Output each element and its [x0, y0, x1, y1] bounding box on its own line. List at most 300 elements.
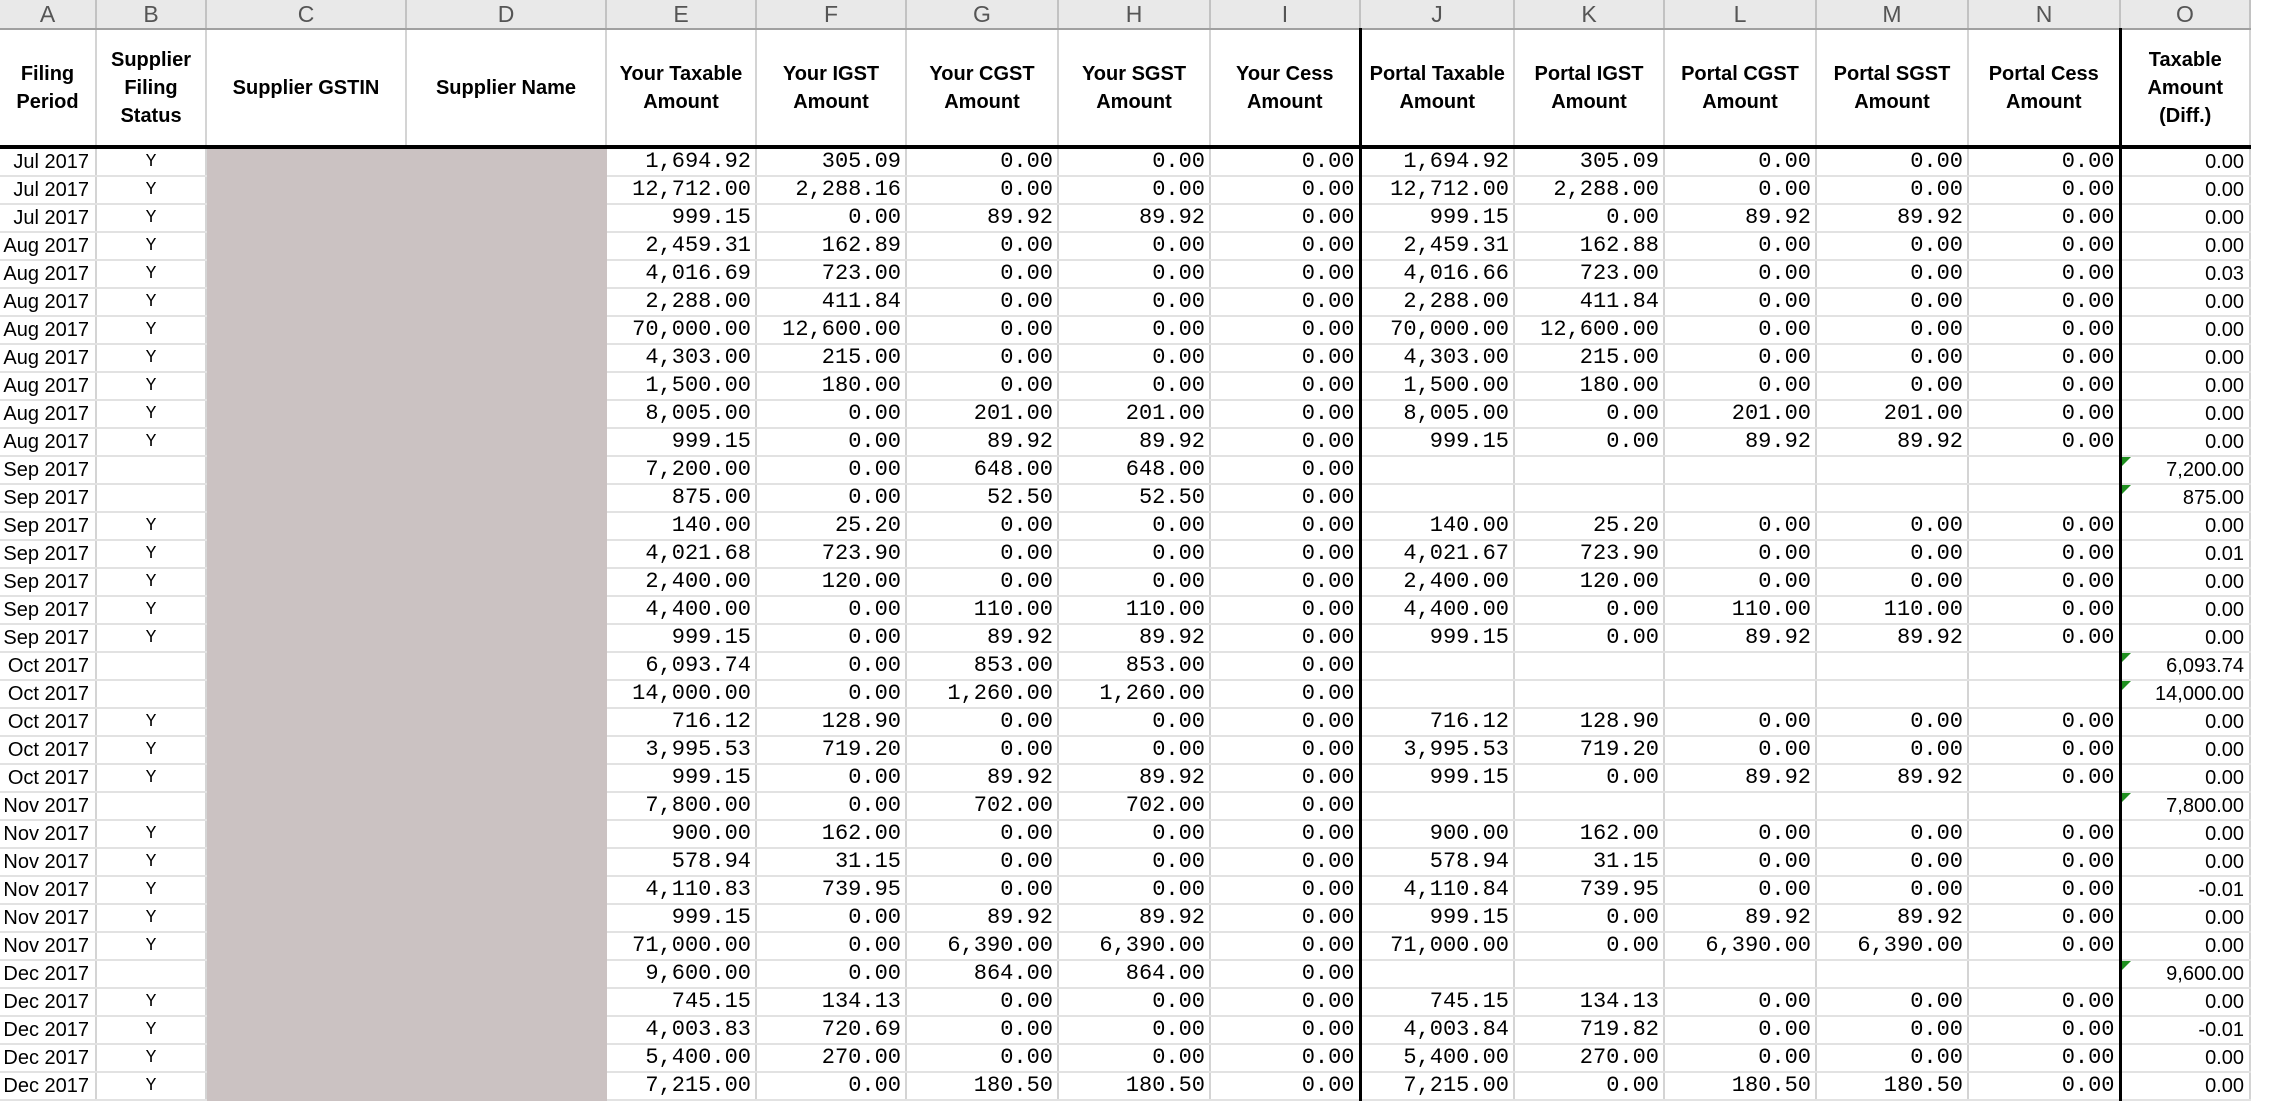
cell-portal-taxable-amount[interactable]: [1360, 764, 1514, 792]
cell-supplier-filing-status[interactable]: [96, 708, 206, 736]
cell-portal-taxable-amount[interactable]: [1360, 876, 1514, 904]
cell-your-igst-amount[interactable]: [756, 232, 906, 260]
cell-filing-period[interactable]: [0, 1044, 96, 1072]
cell-your-sgst-amount[interactable]: [1058, 988, 1210, 1016]
cell-supplier-name-redacted[interactable]: [406, 764, 606, 792]
cell-taxable-amount-diff[interactable]: [2120, 344, 2250, 372]
cell-portal-igst-amount[interactable]: [1514, 344, 1664, 372]
cell-portal-taxable-amount[interactable]: [1360, 652, 1514, 680]
cell-your-igst-amount[interactable]: [756, 624, 906, 652]
cell-your-cgst-amount[interactable]: [906, 820, 1058, 848]
cell-taxable-amount-diff[interactable]: [2120, 596, 2250, 624]
cell-your-cess-amount[interactable]: [1210, 708, 1360, 736]
cell-supplier-gstin-redacted[interactable]: [206, 512, 406, 540]
cell-your-igst-amount[interactable]: [756, 540, 906, 568]
cell-supplier-gstin-redacted[interactable]: [206, 1044, 406, 1072]
cell-portal-cgst-amount[interactable]: [1664, 1072, 1816, 1100]
cell-portal-igst-amount[interactable]: [1514, 512, 1664, 540]
cell-your-cgst-amount[interactable]: [906, 652, 1058, 680]
cell-your-cess-amount[interactable]: [1210, 932, 1360, 960]
error-indicator-icon[interactable]: [2122, 485, 2131, 494]
cell-portal-taxable-amount[interactable]: [1360, 400, 1514, 428]
cell-your-sgst-amount[interactable]: [1058, 428, 1210, 456]
cell-your-taxable-amount[interactable]: [606, 596, 756, 624]
cell-portal-cess-amount[interactable]: [1968, 512, 2120, 540]
cell-supplier-filing-status[interactable]: [96, 820, 206, 848]
cell-your-cess-amount[interactable]: [1210, 876, 1360, 904]
cell-supplier-gstin-redacted[interactable]: [206, 232, 406, 260]
cell-supplier-name-redacted[interactable]: [406, 736, 606, 764]
cell-filing-period[interactable]: [0, 372, 96, 400]
cell-portal-cess-amount[interactable]: [1968, 736, 2120, 764]
cell-portal-sgst-amount[interactable]: [1816, 820, 1968, 848]
cell-supplier-gstin-redacted[interactable]: [206, 960, 406, 988]
cell-your-cgst-amount[interactable]: [906, 147, 1058, 176]
cell-your-cess-amount[interactable]: [1210, 1044, 1360, 1072]
cell-supplier-name-redacted[interactable]: [406, 540, 606, 568]
header-your-taxable-amount[interactable]: Your Taxable Amount: [606, 29, 756, 147]
cell-supplier-filing-status[interactable]: [96, 932, 206, 960]
cell-supplier-gstin-redacted[interactable]: [206, 400, 406, 428]
cell-supplier-name-redacted[interactable]: [406, 624, 606, 652]
cell-portal-taxable-amount[interactable]: [1360, 736, 1514, 764]
cell-your-igst-amount[interactable]: [756, 680, 906, 708]
cell-your-cess-amount[interactable]: [1210, 456, 1360, 484]
cell-portal-cgst-amount[interactable]: [1664, 204, 1816, 232]
cell-taxable-amount-diff[interactable]: [2120, 204, 2250, 232]
cell-portal-cgst-amount[interactable]: [1664, 764, 1816, 792]
error-indicator-icon[interactable]: [2122, 681, 2131, 690]
cell-your-sgst-amount[interactable]: [1058, 456, 1210, 484]
cell-your-cgst-amount[interactable]: [906, 540, 1058, 568]
cell-supplier-gstin-redacted[interactable]: [206, 708, 406, 736]
cell-taxable-amount-diff[interactable]: [2120, 1072, 2250, 1100]
cell-your-cgst-amount[interactable]: [906, 176, 1058, 204]
cell-supplier-name-redacted[interactable]: [406, 344, 606, 372]
cell-your-cess-amount[interactable]: [1210, 484, 1360, 512]
cell-filing-period[interactable]: [0, 596, 96, 624]
cell-supplier-name-redacted[interactable]: [406, 652, 606, 680]
cell-your-cess-amount[interactable]: [1210, 680, 1360, 708]
cell-your-cgst-amount[interactable]: [906, 428, 1058, 456]
error-indicator-icon[interactable]: [2122, 457, 2131, 466]
cell-filing-period[interactable]: [0, 820, 96, 848]
column-header-e[interactable]: E: [606, 0, 756, 29]
cell-portal-cgst-amount[interactable]: [1664, 792, 1816, 820]
cell-supplier-name-redacted[interactable]: [406, 876, 606, 904]
cell-your-taxable-amount[interactable]: [606, 904, 756, 932]
header-your-cgst-amount[interactable]: Your CGST Amount: [906, 29, 1058, 147]
cell-supplier-gstin-redacted[interactable]: [206, 932, 406, 960]
cell-taxable-amount-diff[interactable]: [2120, 904, 2250, 932]
cell-portal-igst-amount[interactable]: [1514, 736, 1664, 764]
cell-supplier-filing-status[interactable]: [96, 848, 206, 876]
cell-portal-cess-amount[interactable]: [1968, 708, 2120, 736]
cell-your-igst-amount[interactable]: [756, 456, 906, 484]
cell-your-cgst-amount[interactable]: [906, 1044, 1058, 1072]
cell-your-cess-amount[interactable]: [1210, 652, 1360, 680]
cell-portal-taxable-amount[interactable]: [1360, 988, 1514, 1016]
cell-portal-taxable-amount[interactable]: [1360, 792, 1514, 820]
cell-portal-taxable-amount[interactable]: [1360, 204, 1514, 232]
cell-your-sgst-amount[interactable]: [1058, 876, 1210, 904]
cell-taxable-amount-diff[interactable]: [2120, 624, 2250, 652]
cell-portal-cgst-amount[interactable]: [1664, 232, 1816, 260]
cell-your-taxable-amount[interactable]: [606, 624, 756, 652]
cell-your-sgst-amount[interactable]: [1058, 484, 1210, 512]
cell-portal-taxable-amount[interactable]: [1360, 344, 1514, 372]
cell-portal-cgst-amount[interactable]: [1664, 932, 1816, 960]
cell-portal-cgst-amount[interactable]: [1664, 820, 1816, 848]
cell-supplier-filing-status[interactable]: [96, 876, 206, 904]
column-header-l[interactable]: L: [1664, 0, 1816, 29]
cell-supplier-gstin-redacted[interactable]: [206, 764, 406, 792]
column-header-a[interactable]: A: [0, 0, 96, 29]
column-header-k[interactable]: K: [1514, 0, 1664, 29]
cell-your-taxable-amount[interactable]: [606, 792, 756, 820]
cell-your-igst-amount[interactable]: [756, 400, 906, 428]
cell-portal-cess-amount[interactable]: [1968, 484, 2120, 512]
cell-supplier-gstin-redacted[interactable]: [206, 1072, 406, 1100]
cell-your-taxable-amount[interactable]: [606, 288, 756, 316]
cell-supplier-gstin-redacted[interactable]: [206, 456, 406, 484]
cell-your-taxable-amount[interactable]: [606, 204, 756, 232]
cell-taxable-amount-diff[interactable]: [2120, 960, 2250, 988]
cell-portal-cess-amount[interactable]: [1968, 1016, 2120, 1044]
cell-your-cgst-amount[interactable]: [906, 848, 1058, 876]
cell-your-taxable-amount[interactable]: [606, 484, 756, 512]
cell-your-sgst-amount[interactable]: [1058, 1016, 1210, 1044]
cell-portal-taxable-amount[interactable]: [1360, 316, 1514, 344]
cell-your-sgst-amount[interactable]: [1058, 204, 1210, 232]
cell-taxable-amount-diff[interactable]: [2120, 540, 2250, 568]
cell-supplier-filing-status[interactable]: [96, 1016, 206, 1044]
column-header-j[interactable]: J: [1360, 0, 1514, 29]
cell-your-sgst-amount[interactable]: [1058, 344, 1210, 372]
cell-your-cess-amount[interactable]: [1210, 400, 1360, 428]
cell-portal-cgst-amount[interactable]: [1664, 512, 1816, 540]
cell-portal-sgst-amount[interactable]: [1816, 232, 1968, 260]
cell-your-cgst-amount[interactable]: [906, 680, 1058, 708]
error-indicator-icon[interactable]: [2122, 961, 2131, 970]
cell-portal-sgst-amount[interactable]: [1816, 260, 1968, 288]
cell-your-sgst-amount[interactable]: [1058, 512, 1210, 540]
cell-your-igst-amount[interactable]: [756, 428, 906, 456]
cell-portal-igst-amount[interactable]: [1514, 260, 1664, 288]
cell-your-cgst-amount[interactable]: [906, 624, 1058, 652]
cell-your-igst-amount[interactable]: [756, 848, 906, 876]
cell-your-cess-amount[interactable]: [1210, 1072, 1360, 1100]
cell-portal-cgst-amount[interactable]: [1664, 904, 1816, 932]
cell-your-igst-amount[interactable]: [756, 568, 906, 596]
cell-your-taxable-amount[interactable]: [606, 512, 756, 540]
cell-your-cgst-amount[interactable]: [906, 512, 1058, 540]
cell-supplier-name-redacted[interactable]: [406, 204, 606, 232]
cell-portal-cess-amount[interactable]: [1968, 288, 2120, 316]
cell-portal-cess-amount[interactable]: [1968, 792, 2120, 820]
cell-filing-period[interactable]: [0, 344, 96, 372]
cell-supplier-filing-status[interactable]: [96, 372, 206, 400]
cell-portal-cgst-amount[interactable]: [1664, 568, 1816, 596]
cell-your-cess-amount[interactable]: [1210, 904, 1360, 932]
cell-supplier-gstin-redacted[interactable]: [206, 568, 406, 596]
cell-your-cess-amount[interactable]: [1210, 204, 1360, 232]
cell-supplier-gstin-redacted[interactable]: [206, 484, 406, 512]
cell-portal-cess-amount[interactable]: [1968, 1044, 2120, 1072]
cell-supplier-name-redacted[interactable]: [406, 147, 606, 176]
cell-portal-cgst-amount[interactable]: [1664, 876, 1816, 904]
cell-your-cess-amount[interactable]: [1210, 260, 1360, 288]
cell-your-cgst-amount[interactable]: [906, 204, 1058, 232]
cell-your-cgst-amount[interactable]: [906, 764, 1058, 792]
cell-portal-sgst-amount[interactable]: [1816, 988, 1968, 1016]
cell-your-igst-amount[interactable]: [756, 344, 906, 372]
cell-portal-igst-amount[interactable]: [1514, 1072, 1664, 1100]
cell-your-sgst-amount[interactable]: [1058, 904, 1210, 932]
cell-your-cgst-amount[interactable]: [906, 708, 1058, 736]
cell-portal-cgst-amount[interactable]: [1664, 288, 1816, 316]
cell-taxable-amount-diff[interactable]: [2120, 848, 2250, 876]
cell-filing-period[interactable]: [0, 260, 96, 288]
cell-filing-period[interactable]: [0, 484, 96, 512]
cell-supplier-gstin-redacted[interactable]: [206, 876, 406, 904]
cell-filing-period[interactable]: [0, 988, 96, 1016]
cell-supplier-filing-status[interactable]: [96, 680, 206, 708]
cell-your-taxable-amount[interactable]: [606, 232, 756, 260]
cell-portal-cess-amount[interactable]: [1968, 624, 2120, 652]
cell-portal-cgst-amount[interactable]: [1664, 652, 1816, 680]
cell-your-taxable-amount[interactable]: [606, 988, 756, 1016]
header-portal-cess-amount[interactable]: Portal Cess Amount: [1968, 29, 2120, 147]
cell-portal-igst-amount[interactable]: [1514, 596, 1664, 624]
cell-supplier-name-redacted[interactable]: [406, 568, 606, 596]
cell-taxable-amount-diff[interactable]: [2120, 652, 2250, 680]
cell-supplier-gstin-redacted[interactable]: [206, 680, 406, 708]
cell-portal-cgst-amount[interactable]: [1664, 960, 1816, 988]
cell-your-taxable-amount[interactable]: [606, 568, 756, 596]
cell-portal-sgst-amount[interactable]: [1816, 596, 1968, 624]
cell-your-cgst-amount[interactable]: [906, 568, 1058, 596]
cell-your-igst-amount[interactable]: [756, 484, 906, 512]
cell-supplier-name-redacted[interactable]: [406, 484, 606, 512]
cell-filing-period[interactable]: [0, 1072, 96, 1100]
cell-filing-period[interactable]: [0, 652, 96, 680]
cell-portal-cess-amount[interactable]: [1968, 820, 2120, 848]
cell-your-cess-amount[interactable]: [1210, 176, 1360, 204]
cell-supplier-name-redacted[interactable]: [406, 232, 606, 260]
cell-filing-period[interactable]: [0, 540, 96, 568]
cell-portal-sgst-amount[interactable]: [1816, 708, 1968, 736]
cell-your-cess-amount[interactable]: [1210, 568, 1360, 596]
cell-portal-sgst-amount[interactable]: [1816, 568, 1968, 596]
cell-portal-cgst-amount[interactable]: [1664, 596, 1816, 624]
cell-your-taxable-amount[interactable]: [606, 1016, 756, 1044]
cell-portal-taxable-amount[interactable]: [1360, 176, 1514, 204]
cell-your-igst-amount[interactable]: [756, 988, 906, 1016]
cell-supplier-gstin-redacted[interactable]: [206, 260, 406, 288]
cell-portal-cess-amount[interactable]: [1968, 176, 2120, 204]
header-your-igst-amount[interactable]: Your IGST Amount: [756, 29, 906, 147]
cell-portal-cgst-amount[interactable]: [1664, 988, 1816, 1016]
cell-portal-taxable-amount[interactable]: [1360, 288, 1514, 316]
cell-your-sgst-amount[interactable]: [1058, 176, 1210, 204]
cell-portal-igst-amount[interactable]: [1514, 428, 1664, 456]
cell-portal-cgst-amount[interactable]: [1664, 1016, 1816, 1044]
cell-your-sgst-amount[interactable]: [1058, 596, 1210, 624]
cell-your-cess-amount[interactable]: [1210, 147, 1360, 176]
cell-supplier-filing-status[interactable]: [96, 400, 206, 428]
cell-supplier-name-redacted[interactable]: [406, 848, 606, 876]
error-indicator-icon[interactable]: [2122, 653, 2131, 662]
cell-portal-taxable-amount[interactable]: [1360, 848, 1514, 876]
cell-taxable-amount-diff[interactable]: [2120, 568, 2250, 596]
cell-portal-igst-amount[interactable]: [1514, 540, 1664, 568]
cell-your-taxable-amount[interactable]: [606, 652, 756, 680]
cell-filing-period[interactable]: [0, 960, 96, 988]
cell-your-cgst-amount[interactable]: [906, 372, 1058, 400]
cell-supplier-name-redacted[interactable]: [406, 372, 606, 400]
cell-your-sgst-amount[interactable]: [1058, 147, 1210, 176]
header-your-sgst-amount[interactable]: Your SGST Amount: [1058, 29, 1210, 147]
cell-your-sgst-amount[interactable]: [1058, 764, 1210, 792]
cell-your-cgst-amount[interactable]: [906, 932, 1058, 960]
column-header-d[interactable]: D: [406, 0, 606, 29]
cell-your-cess-amount[interactable]: [1210, 428, 1360, 456]
cell-portal-cess-amount[interactable]: [1968, 400, 2120, 428]
cell-your-igst-amount[interactable]: [756, 736, 906, 764]
cell-your-taxable-amount[interactable]: [606, 540, 756, 568]
cell-your-cgst-amount[interactable]: [906, 288, 1058, 316]
cell-portal-igst-amount[interactable]: [1514, 372, 1664, 400]
cell-your-cgst-amount[interactable]: [906, 736, 1058, 764]
cell-portal-taxable-amount[interactable]: [1360, 568, 1514, 596]
cell-portal-cess-amount[interactable]: [1968, 680, 2120, 708]
cell-supplier-filing-status[interactable]: [96, 960, 206, 988]
column-header-m[interactable]: M: [1816, 0, 1968, 29]
cell-your-taxable-amount[interactable]: [606, 372, 756, 400]
cell-portal-taxable-amount[interactable]: [1360, 596, 1514, 624]
cell-portal-igst-amount[interactable]: [1514, 708, 1664, 736]
cell-filing-period[interactable]: [0, 204, 96, 232]
cell-your-cgst-amount[interactable]: [906, 456, 1058, 484]
cell-portal-igst-amount[interactable]: [1514, 876, 1664, 904]
cell-your-igst-amount[interactable]: [756, 288, 906, 316]
column-header-g[interactable]: G: [906, 0, 1058, 29]
cell-your-cgst-amount[interactable]: [906, 260, 1058, 288]
cell-your-cess-amount[interactable]: [1210, 820, 1360, 848]
cell-portal-sgst-amount[interactable]: [1816, 848, 1968, 876]
cell-your-cess-amount[interactable]: [1210, 792, 1360, 820]
cell-filing-period[interactable]: [0, 876, 96, 904]
cell-supplier-gstin-redacted[interactable]: [206, 344, 406, 372]
cell-portal-cess-amount[interactable]: [1968, 456, 2120, 484]
cell-your-igst-amount[interactable]: [756, 372, 906, 400]
cell-portal-cgst-amount[interactable]: [1664, 456, 1816, 484]
column-header-h[interactable]: H: [1058, 0, 1210, 29]
cell-portal-igst-amount[interactable]: [1514, 960, 1664, 988]
cell-your-cess-amount[interactable]: [1210, 988, 1360, 1016]
cell-supplier-gstin-redacted[interactable]: [206, 428, 406, 456]
cell-your-igst-amount[interactable]: [756, 1072, 906, 1100]
cell-portal-igst-amount[interactable]: [1514, 1016, 1664, 1044]
cell-your-taxable-amount[interactable]: [606, 848, 756, 876]
cell-portal-cess-amount[interactable]: [1968, 344, 2120, 372]
cell-supplier-filing-status[interactable]: [96, 596, 206, 624]
cell-portal-cess-amount[interactable]: [1968, 1072, 2120, 1100]
cell-portal-cess-amount[interactable]: [1968, 316, 2120, 344]
cell-your-cgst-amount[interactable]: [906, 316, 1058, 344]
column-header-c[interactable]: C: [206, 0, 406, 29]
cell-supplier-gstin-redacted[interactable]: [206, 624, 406, 652]
cell-portal-sgst-amount[interactable]: [1816, 456, 1968, 484]
cell-your-cgst-amount[interactable]: [906, 792, 1058, 820]
cell-supplier-filing-status[interactable]: [96, 988, 206, 1016]
cell-portal-igst-amount[interactable]: [1514, 176, 1664, 204]
cell-portal-taxable-amount[interactable]: [1360, 512, 1514, 540]
cell-portal-igst-amount[interactable]: [1514, 988, 1664, 1016]
cell-supplier-name-redacted[interactable]: [406, 316, 606, 344]
header-portal-igst-amount[interactable]: Portal IGST Amount: [1514, 29, 1664, 147]
cell-your-igst-amount[interactable]: [756, 652, 906, 680]
cell-your-sgst-amount[interactable]: [1058, 736, 1210, 764]
cell-portal-cess-amount[interactable]: [1968, 764, 2120, 792]
cell-portal-cgst-amount[interactable]: [1664, 316, 1816, 344]
cell-your-sgst-amount[interactable]: [1058, 400, 1210, 428]
cell-portal-taxable-amount[interactable]: [1360, 540, 1514, 568]
cell-supplier-gstin-redacted[interactable]: [206, 176, 406, 204]
cell-portal-sgst-amount[interactable]: [1816, 484, 1968, 512]
cell-filing-period[interactable]: [0, 624, 96, 652]
cell-your-sgst-amount[interactable]: [1058, 792, 1210, 820]
cell-portal-cgst-amount[interactable]: [1664, 708, 1816, 736]
cell-taxable-amount-diff[interactable]: [2120, 680, 2250, 708]
cell-portal-igst-amount[interactable]: [1514, 484, 1664, 512]
cell-filing-period[interactable]: [0, 932, 96, 960]
cell-your-sgst-amount[interactable]: [1058, 372, 1210, 400]
cell-your-taxable-amount[interactable]: [606, 316, 756, 344]
cell-your-cgst-amount[interactable]: [906, 344, 1058, 372]
cell-your-sgst-amount[interactable]: [1058, 316, 1210, 344]
cell-your-sgst-amount[interactable]: [1058, 848, 1210, 876]
cell-your-sgst-amount[interactable]: [1058, 568, 1210, 596]
cell-portal-taxable-amount[interactable]: [1360, 428, 1514, 456]
cell-portal-cess-amount[interactable]: [1968, 960, 2120, 988]
header-your-cess-amount[interactable]: Your Cess Amount: [1210, 29, 1360, 147]
cell-portal-sgst-amount[interactable]: [1816, 652, 1968, 680]
cell-taxable-amount-diff[interactable]: [2120, 1044, 2250, 1072]
cell-supplier-filing-status[interactable]: [96, 176, 206, 204]
cell-portal-taxable-amount[interactable]: [1360, 1044, 1514, 1072]
cell-supplier-gstin-redacted[interactable]: [206, 204, 406, 232]
cell-supplier-filing-status[interactable]: [96, 428, 206, 456]
cell-supplier-name-redacted[interactable]: [406, 988, 606, 1016]
cell-filing-period[interactable]: [0, 288, 96, 316]
cell-filing-period[interactable]: [0, 512, 96, 540]
cell-portal-taxable-amount[interactable]: [1360, 708, 1514, 736]
cell-portal-cgst-amount[interactable]: [1664, 680, 1816, 708]
cell-your-cess-amount[interactable]: [1210, 764, 1360, 792]
cell-your-igst-amount[interactable]: [756, 176, 906, 204]
cell-portal-sgst-amount[interactable]: [1816, 792, 1968, 820]
cell-your-igst-amount[interactable]: [756, 204, 906, 232]
cell-taxable-amount-diff[interactable]: [2120, 708, 2250, 736]
cell-portal-igst-amount[interactable]: [1514, 680, 1664, 708]
cell-filing-period[interactable]: [0, 400, 96, 428]
cell-portal-igst-amount[interactable]: [1514, 624, 1664, 652]
cell-your-sgst-amount[interactable]: [1058, 624, 1210, 652]
cell-supplier-filing-status[interactable]: [96, 147, 206, 176]
cell-supplier-gstin-redacted[interactable]: [206, 288, 406, 316]
